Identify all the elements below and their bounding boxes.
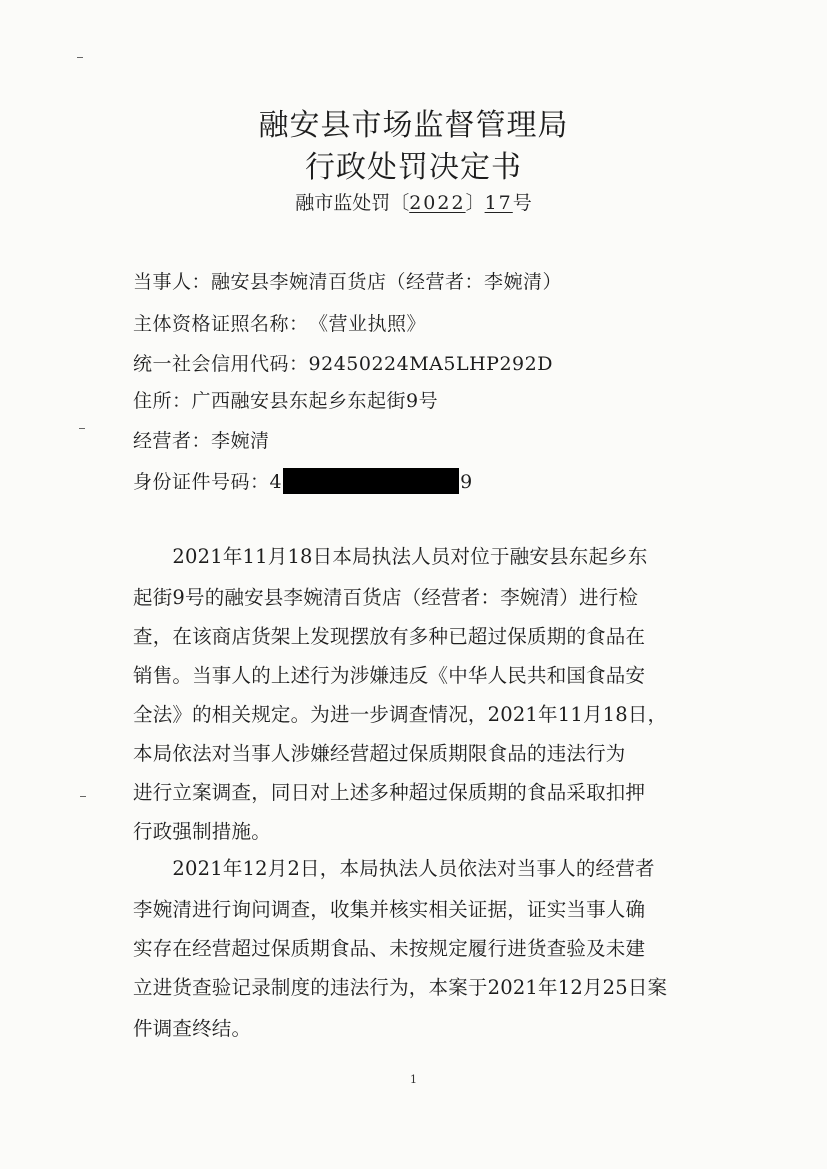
body-line: 李婉清进行询问调查，收集并核实相关证据，证实当事人确 (133, 898, 646, 921)
docno-mid: 〕 (465, 192, 485, 214)
credit-code-field (133, 349, 553, 376)
scan-speck (80, 796, 86, 797)
body-line: 起街9号的融安县李婉清百货店（经营者：李婉清）进行检 (133, 586, 639, 609)
body-line: 全法》的相关规定。为进一步调查情况，2021年11月18日， (133, 703, 668, 726)
party-field (133, 267, 562, 294)
body-line: 件调查终结。 (133, 1017, 252, 1040)
scan-speck (77, 57, 83, 58)
party-label: 当事人： (133, 271, 212, 293)
credit-code-label: 统一社会信用代码： (133, 353, 309, 375)
id-number-last: 9 (460, 471, 473, 493)
page-number: 1 (410, 1073, 417, 1086)
operator-value: 李婉清 (211, 430, 270, 452)
license-field (133, 309, 426, 336)
operator-field (133, 426, 270, 453)
credit-code-value: 92450224MA5LHP292D (308, 353, 553, 375)
license-value: 《营业执照》 (318, 313, 427, 335)
docno-year: 2022 (409, 192, 466, 214)
address-label: 住所： (133, 390, 192, 412)
agency-title: 融安县市场监督管理局 (258, 108, 569, 143)
body-line: 进行立案调查，同日对上述多种超过保质期的食品采取扣押 (133, 781, 646, 804)
address-value: 广西融安县东起乡东起街9号 (191, 390, 439, 412)
document-type-title: 行政处罚决定书 (305, 150, 522, 185)
body-line: 2021年12月2日，本局执法人员依法对当事人的经营者 (133, 857, 655, 880)
party-value: 融安县李婉清百货店（经营者：李婉清） (211, 271, 563, 293)
body-line: 本局依法对当事人涉嫌经营超过保质期限食品的违法行为 (133, 742, 626, 765)
scan-speck (79, 428, 85, 429)
id-number-field (133, 467, 473, 494)
address-field (133, 386, 438, 413)
docno-number: 17 (484, 192, 513, 214)
redaction-block (283, 468, 459, 494)
id-number-label: 身份证件号码： (133, 471, 270, 493)
body-line: 2021年11月18日本局执法人员对位于融安县东起乡东 (133, 545, 648, 568)
docno-prefix: 融市监处罚〔 (295, 192, 410, 214)
body-line: 销售。当事人的上述行为涉嫌违反《中华人民共和国食品安 (133, 664, 646, 687)
body-line: 立进货查验记录制度的违法行为，本案于2021年12月25日案 (133, 976, 668, 999)
body-line: 实存在经营超过保质期食品、未按规定履行进货查验及未建 (133, 937, 646, 960)
license-label: 主体资格证照名称： (133, 313, 309, 335)
id-number-first: 4 (269, 471, 283, 493)
docno-suffix: 号 (512, 192, 532, 214)
document-number (0, 188, 827, 215)
body-line: 行政强制措施。 (133, 820, 271, 843)
operator-label: 经营者： (133, 430, 212, 452)
body-line: 查，在该商店货架上发现摆放有多种已超过保质期的食品在 (133, 625, 646, 648)
